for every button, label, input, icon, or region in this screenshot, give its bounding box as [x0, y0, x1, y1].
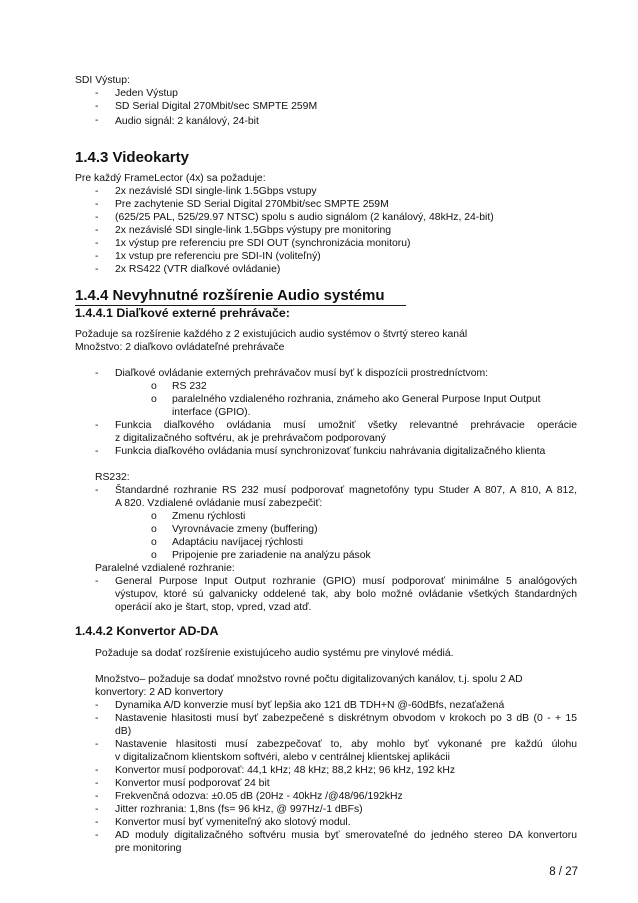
paragraph: Množstvo– požaduje sa dodať množstvo rovné počtu digitalizovaných kanálov, t.j. spolu 2 AD [95, 674, 523, 685]
paragraph: Požaduje sa rozšírenie každého z 2 existujúcich audio systémov o štvrtý stereo kanál [75, 329, 468, 340]
list-item-cont: operácií ako je štart, stop, vpred, vzad atď. [115, 602, 312, 613]
list-dash: - [95, 713, 99, 724]
list-dash: - [95, 791, 99, 802]
page-number: 8 / 27 [549, 866, 578, 878]
list-dash: - [95, 420, 99, 431]
list-item-cont: interface (GPIO). [172, 407, 251, 418]
list-item: Nastavenie hlasitosti musí zabezpečovať to, aby mohlo byť vykonané pre každú úlohu [115, 739, 577, 750]
list-item: 2x nezávislé SDI single-link 1.5Gbps vstupy [115, 186, 317, 197]
gpio-title: Paralelné vzdialené rozhranie: [95, 563, 235, 574]
list-dash: - [95, 485, 99, 496]
list-item: AD moduly digitalizačného softvéru musia byť smerovateľné do jedného stereo DA konvertoru [115, 830, 577, 841]
list-dash: - [95, 251, 99, 262]
list-item: RS 232 [172, 381, 207, 392]
list-item: Dynamika A/D konverzie musí byť lepšia ako 121 dB TDH+N @-60dBfs, nezaťažená [115, 700, 505, 711]
list-item: SD Serial Digital 270Mbit/sec SMPTE 259M [115, 101, 318, 112]
list-item: (625/25 PAL, 525/29.97 NTSC) spolu s audio signálom (2 kanálový, 48kHz, 24-bit) [115, 212, 494, 223]
paragraph: Požaduje sa dodať rozšírenie existujúceho audio systému pre vinylové médiá. [95, 648, 454, 659]
rs232-title: RS232: [95, 472, 130, 483]
list-item: Frekvenčná odozva: ±0.05 dB (20Hz - 40kHz /@48/96/192kHz [115, 791, 403, 802]
list-dash: - [95, 576, 99, 587]
list-item: Nastavenie hlasitosti musí byť zabezpečené s diskrétnym obvodom v krokoch po 3 dB (0 - + 15 [115, 713, 577, 724]
list-bullet-o: o [151, 381, 157, 392]
list-item-cont: výstupov, ktoré sú galvanicky oddelené tak, aby bolo možné ovládanie všetkých štandardných [115, 589, 577, 600]
subsection-heading-players: 1.4.4.1 Diaľkové externé prehrávače: [75, 306, 290, 320]
list-item: Jitter rozhrania: 1,8ns (fs= 96 kHz, @ 997Hz/-1 dBFs) [115, 804, 363, 815]
list-dash: - [95, 739, 99, 750]
sdi-output-title: SDI Výstup: [75, 75, 130, 86]
list-item: General Purpose Input Output rozhranie (GPIO) musí podporovať minimálne 5 analógových [115, 576, 577, 587]
paragraph: konvertory: 2 AD konvertory [95, 687, 224, 698]
list-item: 1x výstup pre referenciu pre SDI OUT (synchronizácia monitoru) [115, 238, 411, 249]
list-item: Konvertor musí byť vymeniteľný ako slotový modul. [115, 817, 351, 828]
list-item: Konvertor musí podporovať: 44,1 kHz; 48 kHz; 88,2 kHz; 96 kHz, 192 kHz [115, 765, 456, 776]
list-item-cont: A 820. Vzdialené ovládanie musí zabezpečiť: [115, 498, 323, 509]
paragraph: Množstvo: 2 diaľkovo ovládateľné prehrávače [75, 342, 285, 353]
list-dash: - [95, 115, 99, 126]
list-item: Zmenu rýchlosti [172, 511, 246, 522]
list-item-cont: v digitalizačnom klientskom softvéri, alebo v centrálnej klientskej aplikácii [115, 752, 450, 763]
list-dash: - [95, 225, 99, 236]
section-heading-audio: 1.4.4 Nevyhnutné rozšírenie Audio systému [75, 287, 385, 304]
list-bullet-o: o [151, 394, 157, 405]
list-dash: - [95, 238, 99, 249]
list-item: Štandardné rozhranie RS 232 musí podporovať magnetofóny typu Studer A 807, A 810, A 812, [115, 485, 577, 496]
section-heading-videokarty: 1.4.3 Videokarty [75, 149, 189, 166]
list-dash: - [95, 368, 99, 379]
list-item: Pre zachytenie SD Serial Digital 270Mbit/sec SMPTE 259M [115, 199, 389, 210]
list-dash: - [95, 88, 99, 99]
list-item: Jeden Výstup [115, 88, 178, 99]
list-dash: - [95, 212, 99, 223]
list-item: Funkcia diaľkového ovládania musí synchronizovať funkciu nahrávania digitalizačného klienta [115, 446, 546, 457]
list-item: Vyrovnávacie zmeny (buffering) [172, 524, 318, 535]
list-bullet-o: o [151, 511, 157, 522]
list-bullet-o: o [151, 537, 157, 548]
list-dash: - [95, 199, 99, 210]
subsection-heading-adda: 1.4.4.2 Konvertor AD-DA [75, 624, 219, 638]
list-item: Adaptáciu navíjacej rýchlosti [172, 537, 304, 548]
list-bullet-o: o [151, 550, 157, 561]
list-item: Konvertor musí podporovať 24 bit [115, 778, 270, 789]
list-item: Audio signál: 2 kanálový, 24-bit [115, 116, 259, 127]
list-item: Diaľkové ovládanie externých prehrávačov musí byť k dispozícii prostredníctvom: [115, 368, 489, 379]
list-item-cont: pre monitoring [115, 843, 182, 854]
list-item: Pripojenie pre zariadenie na analýzu pások [172, 550, 371, 561]
list-dash: - [95, 700, 99, 711]
list-dash: - [95, 778, 99, 789]
list-dash: - [95, 817, 99, 828]
list-item-cont: dB) [115, 726, 132, 737]
list-dash: - [95, 186, 99, 197]
list-dash: - [95, 446, 99, 457]
list-item: paralelného vzdialeného rozhrania, známeho ako General Purpose Input Output [172, 394, 541, 405]
list-dash: - [95, 830, 99, 841]
list-item: Funkcia diaľkového ovládania musí umožniť všetky relevantné prehrávacie operácie [115, 420, 577, 431]
list-item: 2x RS422 (VTR diaľkové ovládanie) [115, 264, 281, 275]
list-item: 2x nezávislé SDI single-link 1.5Gbps výstupy pre monitoring [115, 225, 392, 236]
list-dash: - [95, 264, 99, 275]
paragraph: Pre každý FrameLector (4x) sa požaduje: [75, 173, 266, 184]
list-dash: - [95, 101, 99, 112]
list-item: 1x vstup pre referenciu pre SDI-IN (voliteľný) [115, 251, 321, 262]
list-bullet-o: o [151, 524, 157, 535]
list-item-cont: z digitalizačného softvéru, ak je prehrávačom podporovaný [115, 433, 386, 444]
list-dash: - [95, 765, 99, 776]
list-dash: - [95, 804, 99, 815]
